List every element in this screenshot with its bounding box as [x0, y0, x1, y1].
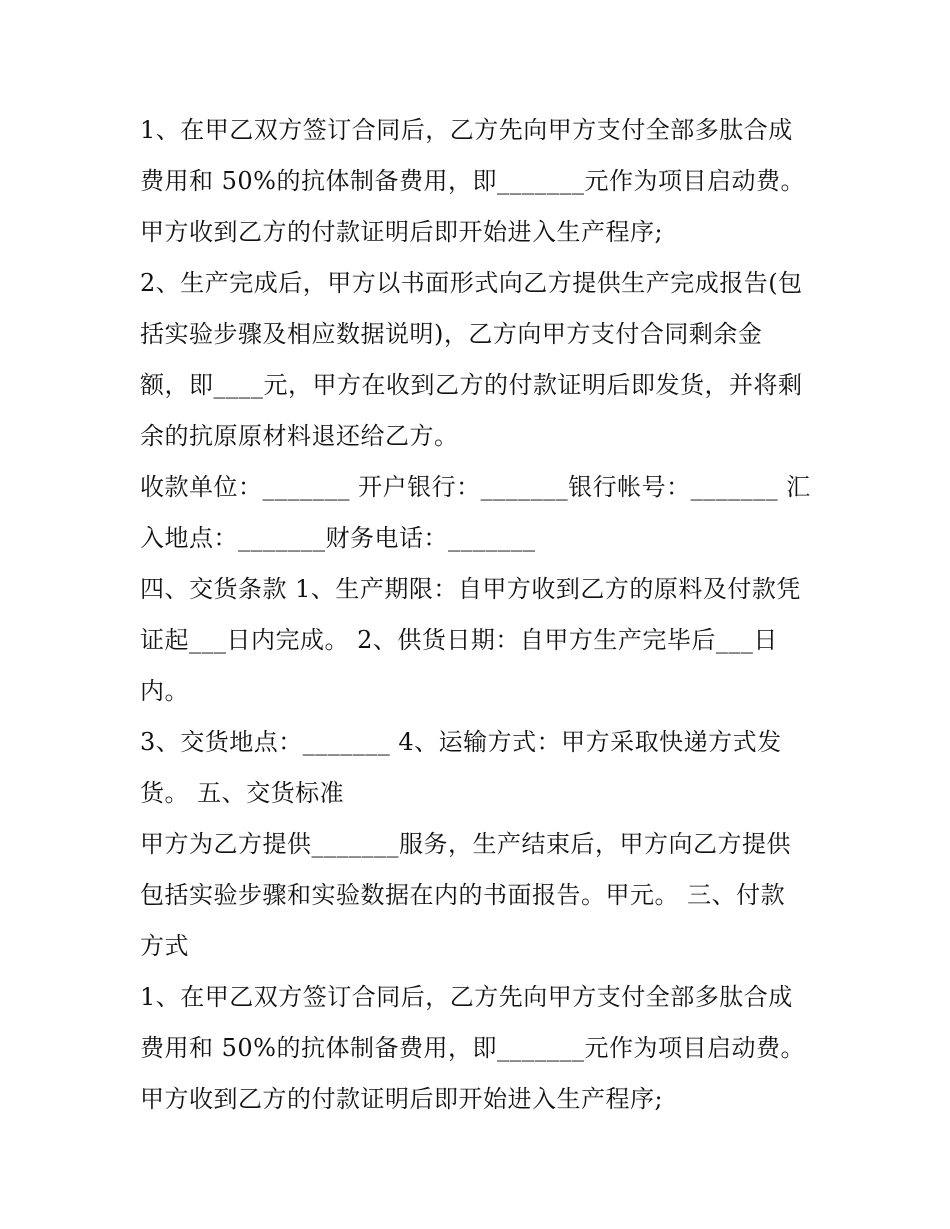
text-line: 1、在甲乙双方签订合同后，乙方先向甲方支付全部多肽合成	[140, 116, 793, 144]
text-line: 甲方收到乙方的付款证明后即开始进入生产程序;	[140, 218, 664, 246]
document-body	[140, 105, 820, 1125]
text-line: 货。 五、交货标准	[140, 779, 345, 807]
text-line: 四、交货条款 1、生产期限：自甲方收到乙方的原料及付款凭	[140, 575, 801, 603]
text-line: 甲方为乙方提供_______服务，生产结束后，甲方向乙方提供	[140, 830, 791, 858]
text-line: 1、在甲乙双方签订合同后，乙方先向甲方支付全部多肽合成	[140, 983, 793, 1011]
text-line: 证起___日内完成。 2、供货日期：自甲方生产完毕后___日	[140, 626, 778, 654]
text-line: 括实验步骤及相应数据说明)，乙方向甲方支付合同剩余金	[140, 320, 763, 348]
text-line: 入地点：_______财务电话：_______	[140, 524, 536, 552]
text-line: 费用和 50%的抗体制备费用，即_______元作为项目启动费。	[140, 167, 805, 195]
text-line: 方式	[140, 932, 189, 960]
text-line: 费用和 50%的抗体制备费用，即_______元作为项目启动费。	[140, 1034, 805, 1062]
text-line: 收款单位：_______ 开户银行：_______银行帐号：_______ 汇	[140, 473, 811, 501]
text-line: 余的抗原原材料退还给乙方。	[140, 422, 459, 450]
text-line: 包括实验步骤和实验数据在内的书面报告。甲元。 三、付款	[140, 881, 786, 909]
text-line: 内。	[140, 677, 189, 705]
text-line: 2、生产完成后，甲方以书面形式向乙方提供生产完成报告(包	[140, 269, 803, 297]
text-line: 额，即____元，甲方在收到乙方的付款证明后即发货，并将剩	[140, 371, 803, 399]
text-line: 3、交货地点：_______ 4、运输方式：甲方采取快递方式发	[140, 728, 782, 756]
text-line: 甲方收到乙方的付款证明后即开始进入生产程序;	[140, 1085, 664, 1113]
